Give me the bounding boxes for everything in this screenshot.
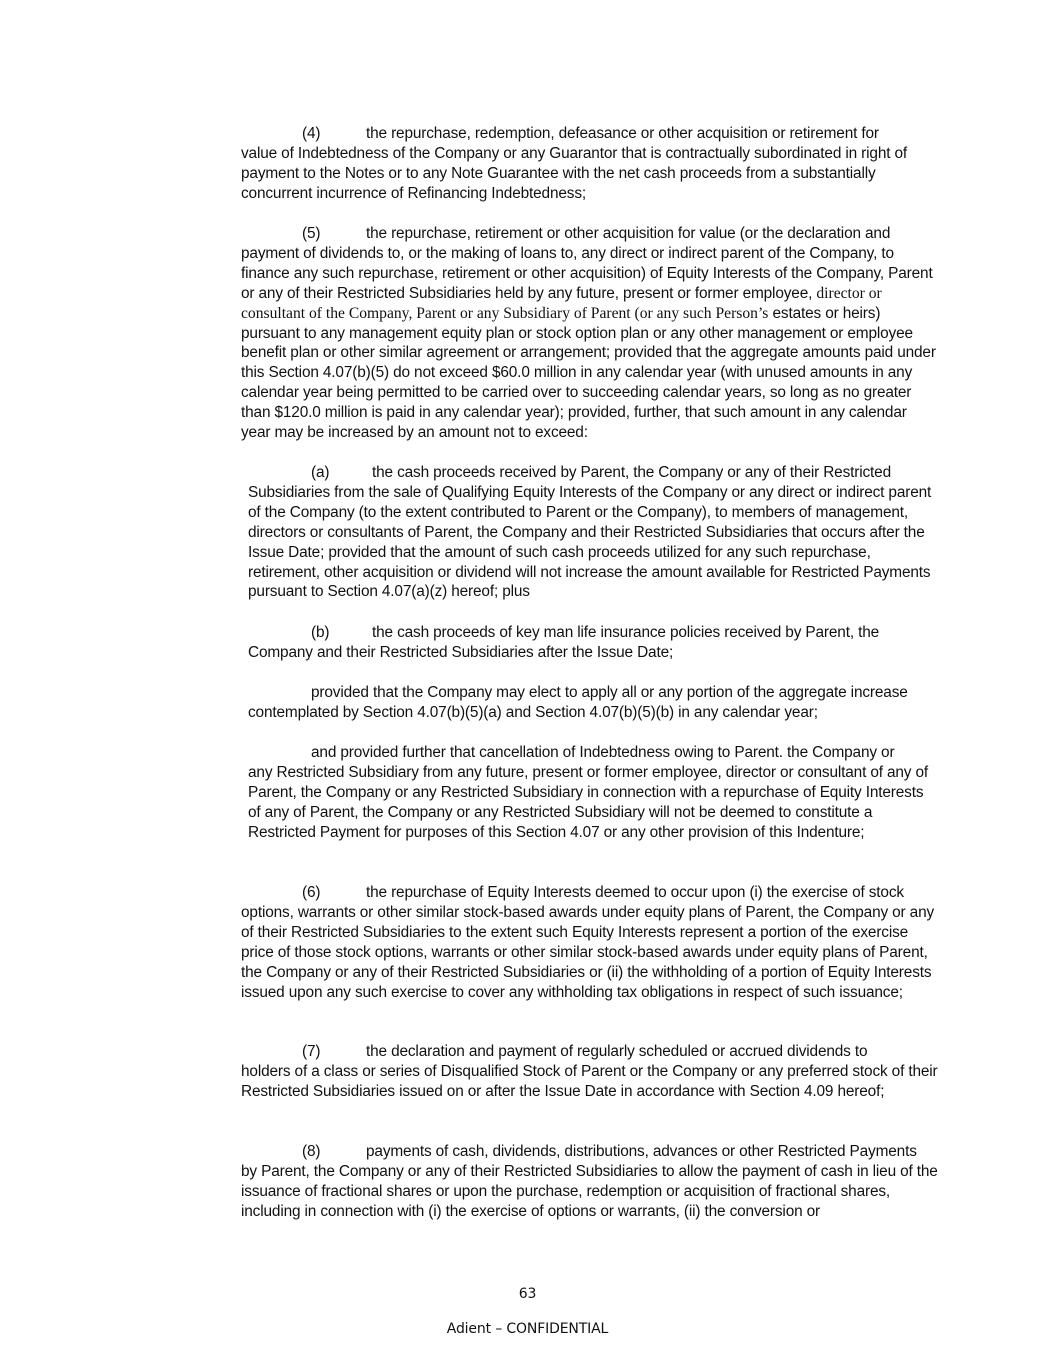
clause-label: (b): [311, 624, 330, 641]
clause-first-line: the declaration and payment of regularly scheduled or accrued dividends to: [366, 1043, 868, 1060]
clause-label: (8): [302, 1143, 321, 1160]
proviso-paragraph: [248, 683, 938, 723]
proviso-first-line: and provided further that cancellation of Indebtedness owing to Parent. the Company or: [311, 744, 895, 761]
clause-4: [241, 124, 938, 204]
clause-label: (5): [302, 225, 321, 242]
clause-label: (a): [311, 464, 330, 481]
clause-7: [241, 1042, 938, 1102]
clause-body: Company and their Restricted Subsidiaries after the Issue Date;: [248, 643, 674, 661]
clause-first-line: the cash proceeds received by Parent, the Company or any of their Restricted: [372, 464, 891, 481]
clause-5a: [248, 463, 938, 602]
clause-first-line: the repurchase, retirement or other acquisition for value (or the declaration and: [366, 225, 891, 242]
proviso-body: contemplated by Section 4.07(b)(5)(a) and Section 4.07(b)(5)(b) in any calendar year;: [248, 703, 818, 721]
page-number: 63: [518, 1286, 537, 1302]
proviso-body: any Restricted Subsidiary from any future, present or former employee, director or consultant of any of Parent, the Company or any Restricted Subsidiary in connection with a repurchase of Equity Interests of any of Parent, the Company or any Restricted Subsidiary will not be deemed to constitute a Restricted Payment for purposes of this Section 4.07 or any other provision of this Indenture;: [248, 763, 929, 841]
clause-first-line: the repurchase, redemption, defeasance or other acquisition or retirement for: [366, 125, 879, 142]
clause-body: Subsidiaries from the sale of Qualifying Equity Interests of the Company or any direct or indirect parent of the Company (to the extent contributed to Parent or the Company), to members of management, directors or consultants of Parent, the Company and their Restricted Subsidiaries that occurs after the Issue Date; provided that the amount of such cash proceeds utilized for any such repurchase, retirement, other acquisition or dividend will not increase the amount available for Restricted Payments pursuant to Section 4.07(a)(z) hereof; plus: [248, 483, 932, 601]
clause-body: holders of a class or series of Disqualified Stock of Parent or the Company or any preferred stock of their Restricted Subsidiaries issued on or after the Issue Date in accordance with Section 4.09 hereof;: [241, 1062, 938, 1100]
clause-body-part-a: payment of dividends to, or the making of loans to, any direct or indirect parent of the Company, to finance any such repurchase, retirement or other acquisition) of Equity Interests of the Company, Parent or any of their Restricted Subsidiaries held by any future, present or former employee,: [241, 244, 933, 302]
clause-8: [241, 1142, 938, 1222]
clause-body-serif-line: director or consultant of the Company, Parent or any Subsidiary of Parent (or any such Person’s: [241, 284, 882, 322]
clause-5b: [248, 623, 938, 663]
clause-body: by Parent, the Company or any of their Restricted Subsidiaries to allow the payment of cash in lieu of the issuance of fractional shares or upon the purchase, redemption or acquisition of fractional shares, including in connection with (i) the exercise of options or warrants, (ii) the conversion or: [241, 1162, 938, 1220]
confidential-footer: Adient – CONFIDENTIAL: [446, 1321, 609, 1337]
further-proviso-paragraph: [248, 743, 938, 843]
clause-label: (4): [302, 125, 321, 142]
clause-label: (7): [302, 1043, 321, 1060]
clause-body: value of Indebtedness of the Company or any Guarantor that is contractually subordinated in right of payment to the Notes or to any Note Guarantee with the net cash proceeds from a substantially concurrent incurrence of Refinancing Indebtedness;: [241, 144, 908, 202]
clause-label: (6): [302, 884, 321, 901]
proviso-first-line: provided that the Company may elect to apply all or any portion of the aggregate increase: [311, 684, 908, 701]
clause-first-line: the cash proceeds of key man life insurance policies received by Parent, the: [372, 624, 880, 641]
clause-body: options, warrants or other similar stock-based awards under equity plans of Parent, the Company or any of their Restricted Subsidiaries to the extent such Equity Interests represent a portion of the exercise price of those stock options, warrants or other similar stock-based awards under equity plans of Parent, the Company or any of their Restricted Subsidiaries or (ii) the withholding of a portion of Equity Interests issued upon any such exercise to cover any withholding tax obligations in respect of such issuance;: [241, 903, 935, 1001]
clause-5: [241, 224, 938, 443]
clause-first-line: the repurchase of Equity Interests deemed to occur upon (i) the exercise of stock: [366, 884, 904, 901]
clause-first-line: payments of cash, dividends, distributions, advances or other Restricted Payments: [366, 1143, 917, 1160]
clause-6: [241, 883, 938, 1002]
clause-body-part-b: estates or heirs) pursuant to any management equity plan or stock option plan or any other management or employee benefit plan or other similar agreement or arrangement; provided that the aggregate amounts paid under this Section 4.07(b)(5) do not exceed $60.0 million in any calendar year (with unused amounts in any calendar year being permitted to be carried over to succeeding calendar years, so long as no greater than $120.0 million is paid in any calendar year); provided, further, that such amount in any calendar year may be increased by an amount not to exceed:: [241, 304, 936, 442]
